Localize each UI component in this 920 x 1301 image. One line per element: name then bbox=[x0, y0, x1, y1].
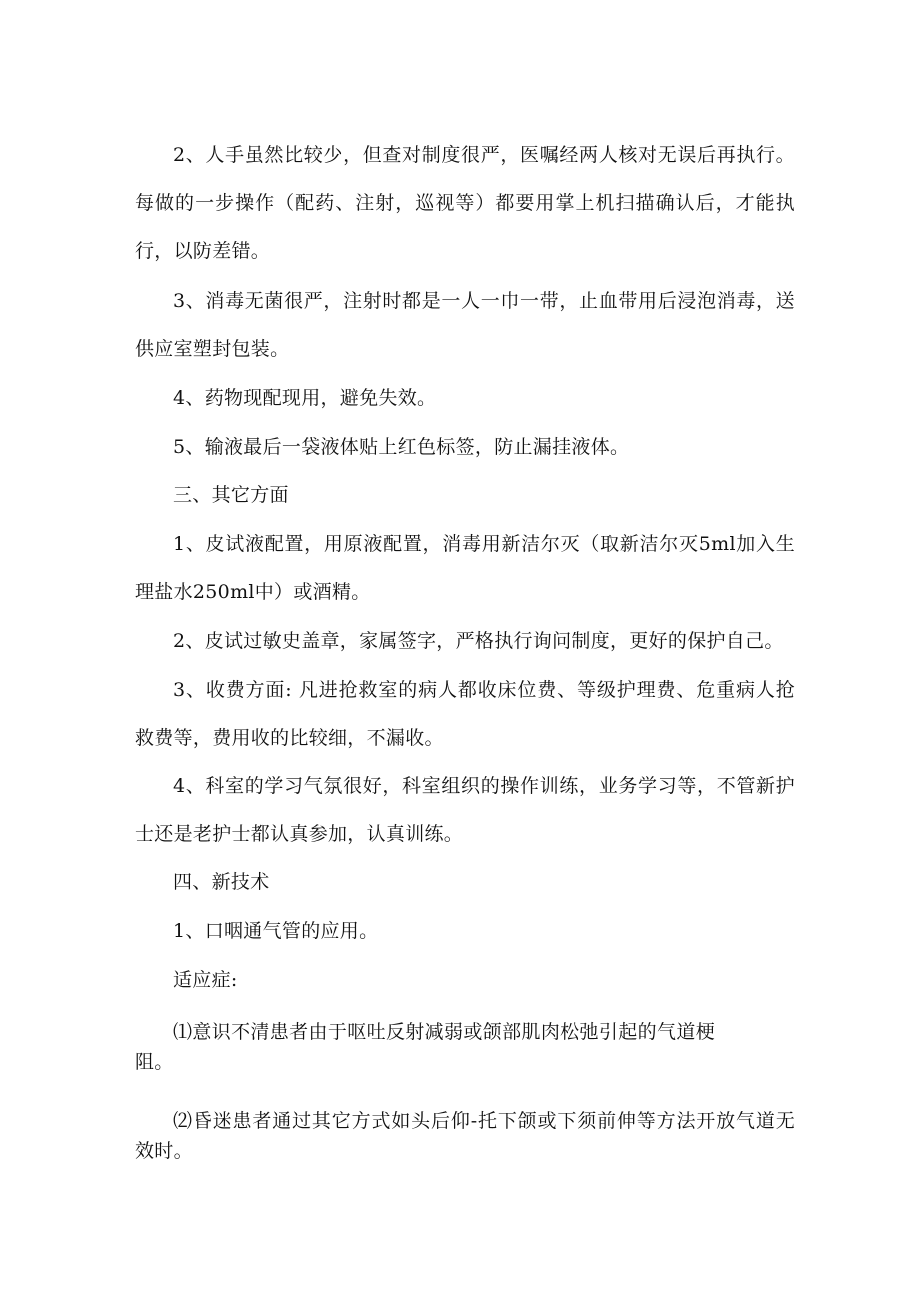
paragraph-indication-1: ⑴意识不清患者由于呕吐反射减弱或颌部肌肉松弛引起的气道梗阻。 bbox=[135, 1021, 715, 1073]
section-heading-other: 三、其它方面 bbox=[173, 484, 289, 506]
paragraph-indication-2: ⑵昏迷患者通过其它方式如头后仰-托下颌或下须前伸等方法开放气道无效时。 bbox=[135, 1110, 795, 1162]
paragraph-disinfection: 3、消毒无菌很严，注射时都是一人一巾一带，止血带用后浸泡消毒，送供应室塑封包装。 bbox=[135, 290, 795, 360]
paragraph-learning-atmosphere: 4、科室的学习气氛很好，科室组织的操作训练，业务学习等，不管新护士还是老护士都认真参加，认真训练。 bbox=[135, 775, 795, 845]
paragraph-oropharyngeal-airway: 1、口咽通气管的应用。 bbox=[173, 920, 379, 942]
paragraph-drug-preparation: 4、药物现配现用，避免失效。 bbox=[173, 387, 437, 409]
paragraph-indications-label: 适应症: bbox=[173, 969, 238, 991]
paragraph-charging: 3、收费方面: 凡进抢救室的病人都收床位费、等级护理费、危重病人抢救费等，费用收的比较细，不漏收。 bbox=[135, 679, 795, 749]
paragraph-allergy-history: 2、皮试过敏史盖章，家属签字，严格执行询问制度，更好的保护自己。 bbox=[173, 630, 784, 652]
paragraph-infusion-label: 5、输液最后一袋液体贴上红色标签，防止漏挂液体。 bbox=[173, 436, 630, 458]
section-heading-new-technology: 四、新技术 bbox=[173, 871, 270, 893]
paragraph-checking-system: 2、人手虽然比较少，但查对制度很严，医嘱经两人核对无误后再执行。每做的一步操作（配药、注射，巡视等）都要用掌上机扫描确认后，才能执行，以防差错。 bbox=[135, 144, 795, 262]
paragraph-skin-test-solution: 1、皮试液配置，用原液配置，消毒用新洁尔灭（取新洁尔灭5ml加入生理盐水250ml中）或酒精。 bbox=[135, 533, 795, 603]
